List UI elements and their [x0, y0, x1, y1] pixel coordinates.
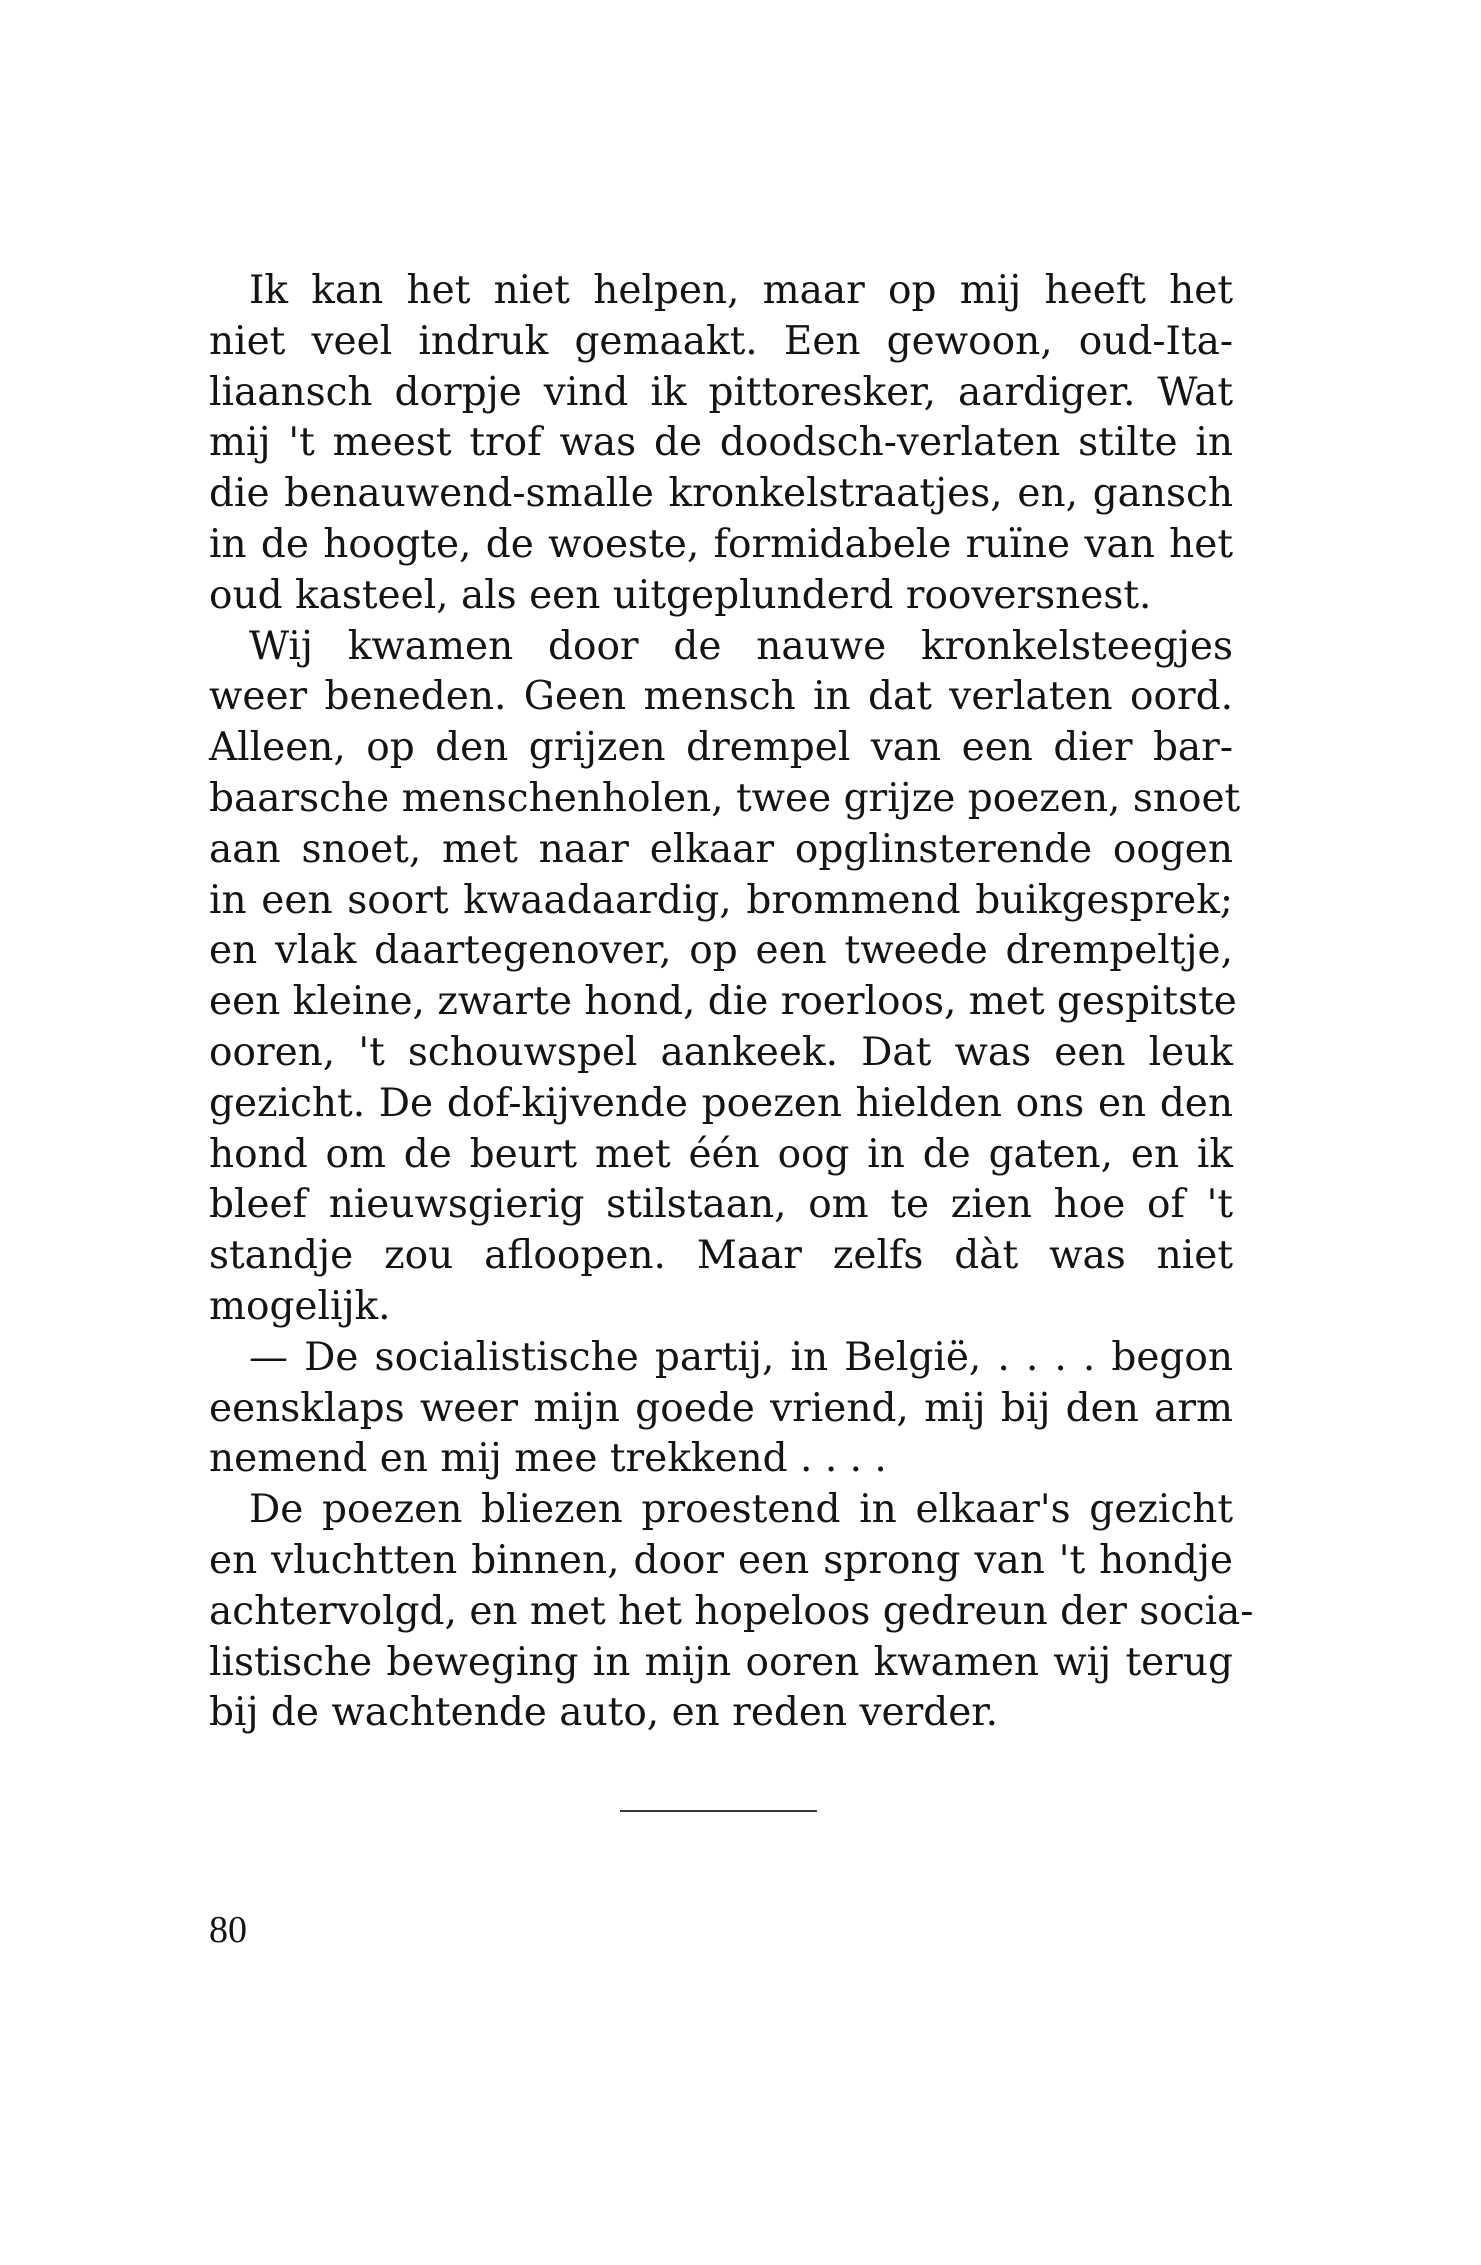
text-line: en vlak daartegenover, op een tweede drempeltje,: [209, 928, 1233, 974]
page-number: 80: [209, 1909, 247, 1951]
text-line: oud kasteel, als een uitgeplunderd rooversnest.: [209, 572, 1152, 618]
text-line: hond om de beurt met één oog in de gaten, en ik: [209, 1131, 1233, 1177]
paragraph: [209, 1333, 1233, 1485]
body-text: [209, 266, 1254, 1739]
text-line: liaansch dorpje vind ik pittoresker, aardiger. Wat: [209, 369, 1233, 415]
paragraph: [209, 266, 1233, 622]
text-line: die benauwend-smalle kronkelstraatjes, en, gansch: [209, 471, 1233, 517]
text-line: baarsche menschenholen, twee grijze poezen, snoet: [209, 775, 1241, 821]
text-line: De poezen bliezen proestend in elkaar's gezicht: [249, 1487, 1233, 1533]
text-line: bleef nieuwsgierig stilstaan, om te zien hoe of 't: [209, 1182, 1233, 1228]
text-line: eensklaps weer mijn goede vriend, mij bij den arm: [209, 1385, 1233, 1431]
text-line: — De socialistische partij, in België, . . . . begon: [249, 1334, 1233, 1380]
text-line: standje zou afloopen. Maar zelfs dàt was niet: [209, 1233, 1233, 1279]
text-line: een kleine, zwarte hond, die roerloos, met gespitste: [209, 979, 1237, 1025]
text-line: en vluchtten binnen, door een sprong van 't hondje: [209, 1537, 1233, 1583]
section-divider: [620, 1810, 817, 1812]
text-line: gezicht. De dof-kijvende poezen hielden ons en den: [209, 1080, 1233, 1126]
paragraph: [209, 622, 1241, 1333]
text-line: mogelijk.: [209, 1283, 391, 1329]
text-line: nemend en mij mee trekkend . . . .: [209, 1436, 887, 1482]
paragraph: [209, 1485, 1254, 1739]
text-line: niet veel indruk gemaakt. Een gewoon, oud-Ita-: [209, 318, 1233, 364]
text-line: weer beneden. Geen mensch in dat verlaten oord.: [209, 674, 1233, 720]
text-line: listische beweging in mijn ooren kwamen wij terug: [209, 1639, 1233, 1685]
text-line: Alleen, op den grijzen drempel van een dier bar-: [209, 725, 1233, 771]
text-line: Ik kan het niet helpen, maar op mij heeft het: [249, 268, 1233, 313]
text-line: Wij kwamen door de nauwe kronkelsteegjes: [249, 623, 1233, 669]
text-line: aan snoet, met naar elkaar opglinsterende oogen: [209, 826, 1233, 872]
text-line: mij 't meest trof was de doodsch-verlaten stilte in: [209, 420, 1233, 466]
text-line: in de hoogte, de woeste, formidabele ruïne van het: [209, 521, 1233, 567]
text-line: achtervolgd, en met het hopeloos gedreun der socia-: [209, 1588, 1254, 1634]
text-line: in een soort kwaadaardig, brommend buikgesprek;: [209, 877, 1233, 923]
text-line: bij de wachtende auto, en reden verder.: [209, 1690, 999, 1736]
text-line: ooren, 't schouwspel aankeek. Dat was een leuk: [209, 1029, 1233, 1075]
